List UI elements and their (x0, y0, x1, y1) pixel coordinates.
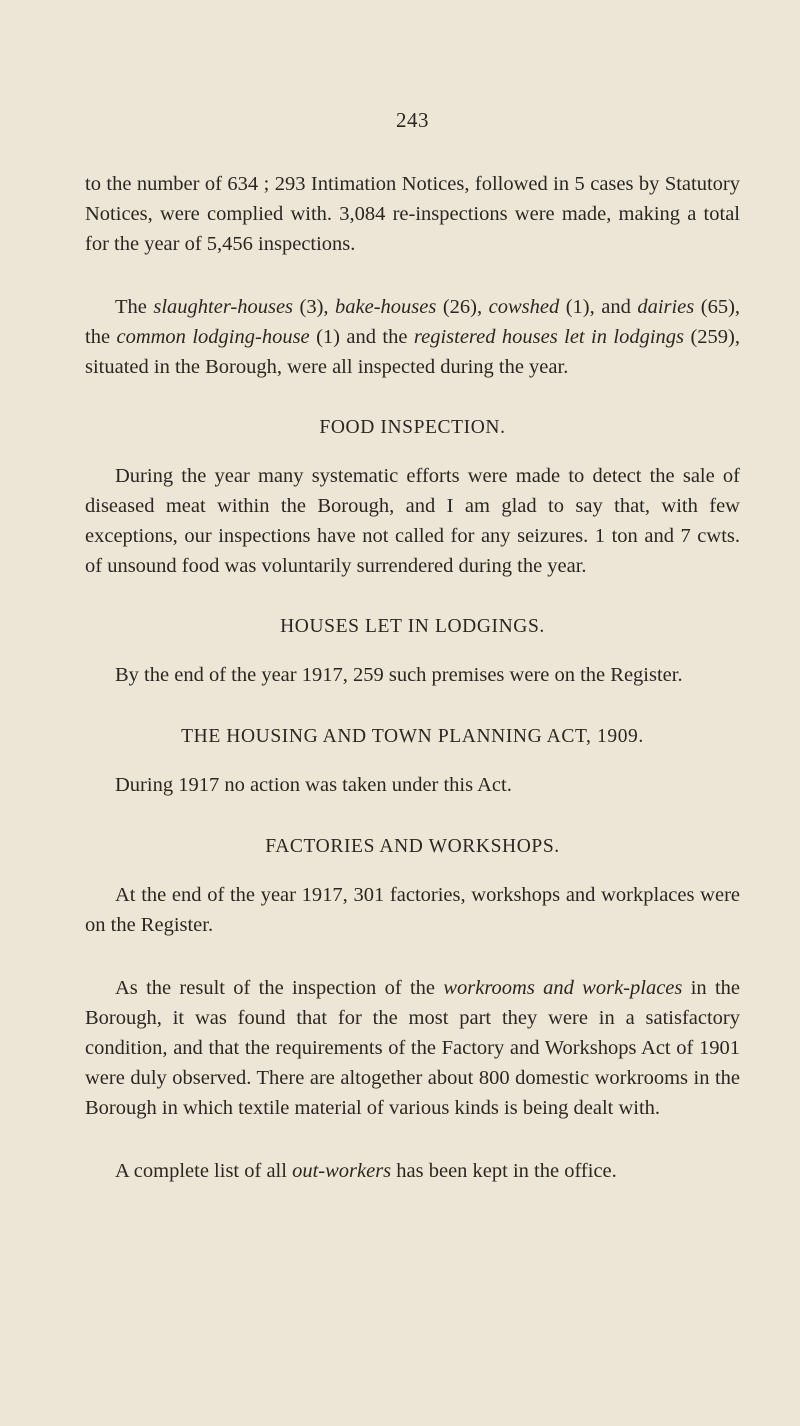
paragraph-workrooms-inspection: As the result of the inspection of the workrooms and work-places in the Borough, it was found that for the most part they were in a satisfactory condition, and that the requirements of the Factory and Workshops Act of 1901 were duly observed. There are altogether about 800 domestic workrooms in the Borough in which textile material of various kinds is being dealt with. (85, 977, 740, 1119)
heading-food-inspection: FOOD INSPECTION. (319, 417, 506, 438)
paragraph-food-inspection: During the year many systematic efforts were made to detect the sale of diseased meat within the Borough, and I am glad to say that, with few exceptions, our inspections have not called for any seizures. 1 ton and 7 cwts. of unsound food was voluntarily surrendered during the year. (85, 465, 740, 577)
paragraph-lodgings: By the end of the year 1917, 259 such premises were on the Register. (115, 664, 683, 686)
page-number: 243 (396, 108, 429, 132)
document-page (85, 108, 740, 1186)
heading-factories-workshops: FACTORIES AND WORKSHOPS. (265, 836, 560, 857)
paragraph-housing-act: During 1917 no action was taken under this Act. (115, 774, 512, 796)
paragraph-factories-register: At the end of the year 1917, 301 factories, workshops and workplaces were on the Register. (85, 884, 740, 936)
heading-houses-let-in-lodgings: HOUSES LET IN LODGINGS. (280, 616, 545, 637)
paragraph-premises-inspected: The slaughter-houses (3), bake-houses (26), cowshed (1), and dairies (65), the common lodging-house (1) and the registered houses let in lodgings (259), situated in the Borough, were all inspected during the year. (85, 296, 741, 378)
heading-housing-act: THE HOUSING AND TOWN PLANNING ACT, 1909. (181, 726, 644, 747)
paragraph-out-workers: A complete list of all out-workers has been kept in the office. (115, 1160, 617, 1182)
paragraph-inspections: to the number of 634 ; 293 Intimation Notices, followed in 5 cases by Statutory Notices, were complied with. 3,084 re-inspections were made, making a total for the year of 5,456 inspections. (85, 173, 740, 255)
